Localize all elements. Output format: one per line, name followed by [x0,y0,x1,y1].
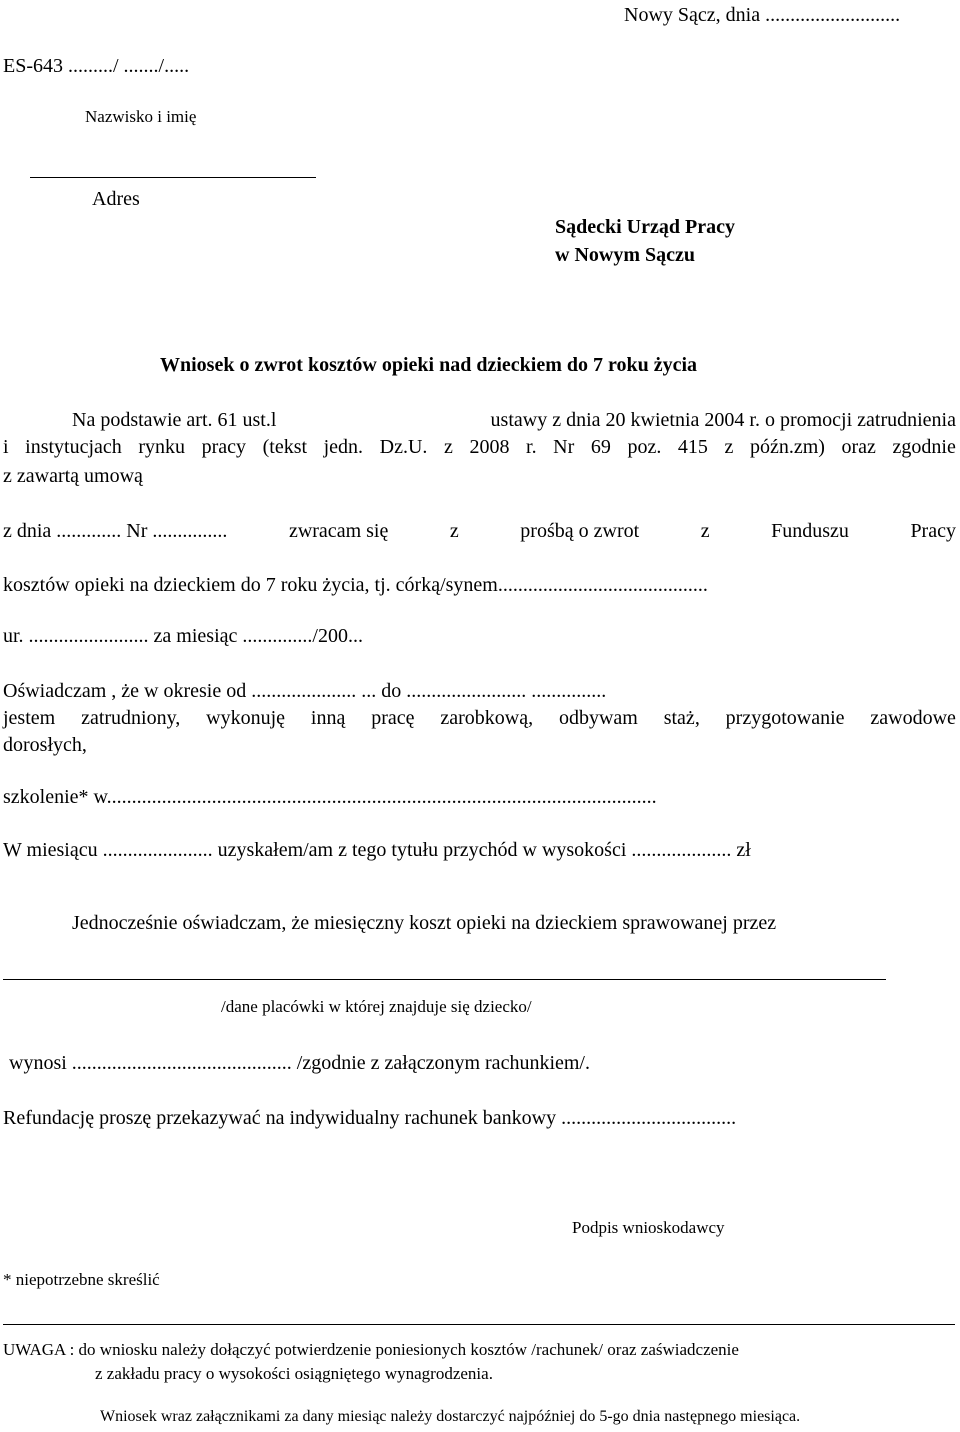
employment-line [3,708,956,728]
basis-word: 2008 [469,436,510,458]
document-title: Wniosek o zwrot kosztów opieki nad dzieckiem do 7 roku życia [160,354,698,376]
basis-word: (tekst [262,436,308,458]
employment-word: zatrudniony, [81,707,181,729]
basis-word: rynku [138,436,186,458]
agreement-line [3,521,956,541]
facility-underline [3,979,886,980]
notice-divider [3,1324,955,1325]
basis-word: jedn. [323,436,364,458]
basis-word: pracy [201,436,247,458]
footnote: * niepotrzebne skreślić [3,1270,160,1289]
refund-line: Refundację proszę przekazywać na indywidualny rachunek bankowy ................................... [3,1107,737,1129]
basis-word: r. [526,436,537,458]
employment-word: zarobkową, [440,707,534,729]
born-line: ur. ........................ za miesiąc ............../200... [3,625,363,647]
agreement-segment: z [700,520,710,542]
basis-word: 415 [677,436,708,458]
basis-word: z [724,436,734,458]
address-label: Adres [92,188,140,210]
place-date: Nowy Sącz, dnia ........................... [624,4,901,26]
signature-label: Podpis wnioskodawcy [572,1218,725,1237]
name-label: Nazwisko i imię [85,107,197,126]
child-line: kosztów opieki na dzieckiem do 7 roku życia, tj. córką/synem.......................................... [3,574,708,596]
basis-line-3: z zawartą umową [3,465,143,487]
agreement-segment: z [449,520,459,542]
adults-line: dorosłych, [3,734,87,756]
facility-caption: /dane placówki w której znajduje się dziecko/ [221,997,532,1016]
agreement-segment: zwracam się [288,520,389,542]
employment-word: odbywam [558,707,638,729]
basis-word: zgodnie [892,436,956,458]
basis-word: i [3,436,9,458]
employment-word: zawodowe [870,707,956,729]
employment-word: staż, [663,707,700,729]
declare-line: Oświadczam , że w okresie od ..................... ... do ........................ ............... [3,680,607,702]
notice-line-1: UWAGA : do wniosku należy dołączyć potwierdzenie poniesionych kosztów /rachunek/ oraz zaświadczenie [3,1340,739,1359]
income-line: W miesiącu ...................... uzyskałem/am z tego tytułu przychód w wysokości .................... zł [3,839,751,861]
agreement-segment: Pracy [910,520,956,542]
reference-number: ES-643 ........./ ......./..... [3,55,190,77]
basis-line-1-b: ustawy z dnia 20 kwietnia 2004 r. o promocji zatrudnienia [490,409,956,431]
basis-line-2 [3,437,956,457]
notice-line-2: z zakładu pracy o wysokości osiągniętego wynagrodzenia. [95,1364,493,1383]
amount-line: wynosi ............................................ /zgodnie z załączonym rachunkiem/. [9,1052,590,1074]
cost-line: Jednocześnie oświadczam, że miesięczny koszt opieki na dzieckiem sprawowanej przez [72,912,777,934]
agreement-segment: Funduszu [771,520,849,542]
recipient-line-1: Sądecki Urząd Pracy [555,216,735,238]
employment-word: przygotowanie [725,707,845,729]
training-line: szkolenie* w.............................................................................................................. [3,786,657,808]
recipient-line-2: w Nowym Sączu [555,244,695,266]
basis-word: z [443,436,453,458]
basis-word: Nr [553,436,575,458]
basis-line-1-a: Na podstawie art. 61 ust.l [72,409,277,431]
basis-line-1 [72,410,956,430]
basis-word: późn.zm) [749,436,825,458]
basis-word: 69 [590,436,611,458]
employment-word: inną [310,707,346,729]
basis-word: instytucjach [25,436,122,458]
employment-word: pracę [371,707,415,729]
basis-word: Dz.U. [379,436,428,458]
basis-word: oraz [841,436,876,458]
employment-word: jestem [3,707,56,729]
agreement-segment: prośbą o zwrot [520,520,640,542]
employment-word: wykonuję [206,707,286,729]
agreement-segment: z dnia ............. Nr ............... [3,520,228,542]
basis-word: poz. [627,436,662,458]
deadline-note: Wniosek wraz załącznikami za dany miesiąc należy dostarczyć najpóźniej do 5-go dnia następnego miesiąca. [100,1408,801,1425]
name-underline [30,177,316,178]
